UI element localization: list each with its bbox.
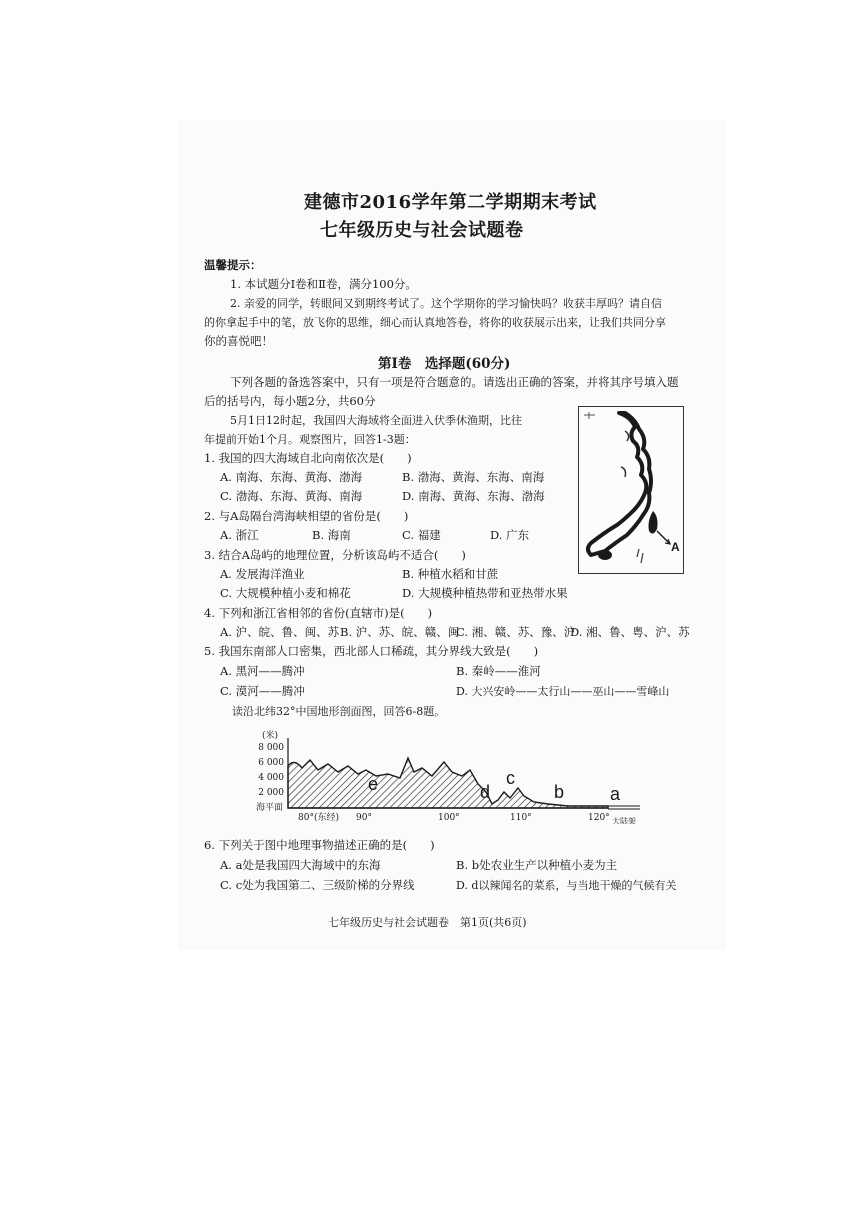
profile-y-tick: 2 000 [258,788,284,798]
context-1-line2: 年提前开始1个月。观察图片，回答1-3题： [204,433,416,446]
china-coast-map [578,406,684,574]
profile-label-c: c [506,768,515,788]
profile-label-e: e [368,774,379,794]
profile-y-tick: 6 000 [258,758,284,768]
question-1-option-d: D. 南海、黄海、东海、渤海 [402,489,545,503]
question-3-option-b: B. 种植水稻和甘蔗 [402,567,499,581]
tips-item-1: 1. 本试题分Ⅰ卷和Ⅱ卷，满分100分。 [230,277,417,291]
question-2-option-d: D. 广东 [490,528,530,542]
question-4-option-d: D. 湘、鲁、粤、沪、苏 [570,625,690,639]
profile-unit: (米) [262,731,279,741]
context-2: 读沿北纬32°中国地形剖面图，回答6-8题。 [232,705,446,718]
profile-label-a: a [610,784,621,804]
question-6-option-c: C. c处为我国第二、三级阶梯的分界线 [220,878,415,892]
context-1-line1: 5月1日12时起，我国四大海域将全面进入伏季休渔期，比往 [230,414,522,427]
taiwan-island [649,511,658,534]
profile-label-d: d [480,782,491,802]
question-6-option-a: A. a处是我国四大海域中的东海 [220,858,381,872]
question-3-stem: 3. 结合A岛屿的地理位置，分析该岛屿不适合( ) [204,548,466,562]
tips-heading: 温馨提示： [204,258,262,272]
question-1-option-a: A. 南海、东海、黄海、渤海 [220,470,363,484]
profile-x-tick: 80°(东经) [298,813,339,823]
question-5-option-b: B. 秦岭——淮河 [456,664,541,678]
question-2-option-b: B. 海南 [312,528,351,542]
question-2-option-c: C. 福建 [402,528,441,542]
section-intro-line2: 后的括号内，每小题2分，共60分 [204,394,376,408]
profile-label-b: b [554,782,565,802]
profile-x-tick: 100° [438,813,460,823]
continental-shelf [608,806,640,809]
profile-x-tick: 120° [588,813,610,823]
section-title: 第Ⅰ卷 选择题(60分) [378,356,511,372]
page-footer: 七年级历史与社会试题卷 第1页(共6页) [328,916,527,929]
tips-item-2-line3: 你的喜悦吧！ [204,334,273,348]
question-5-stem: 5. 我国东南部人口密集，西北部人口稀疏，其分界线大致是( ) [204,644,539,658]
question-1-stem: 1. 我国的四大海域自北向南依次是( ) [204,451,412,465]
question-3-option-c: C. 大规模种植小麦和棉花 [220,586,351,600]
question-2-stem: 2. 与A岛隔台湾海峡相望的省份是( ) [204,509,409,523]
question-5-option-a: A. 黑河——腾冲 [220,664,305,678]
terrain-profile [248,730,648,828]
tips-item-2-line2: 的你拿起手中的笔，放飞你的思维，细心而认真地答卷，将你的收获展示出来，让我们共同分享 [204,316,666,329]
tips-item-2-line1: 2. 亲爱的同学，转眼间又到期终考试了。这个学期你的学习愉快吗？收获丰厚吗？请自信 [230,297,662,310]
question-4-option-b: B. 沪、苏、皖、赣、闽 [340,625,460,639]
question-3-option-a: A. 发展海洋渔业 [220,567,305,581]
question-6-option-d: D. d以辣闻名的菜系，与当地干燥的气候有关 [456,879,677,892]
exam-subtitle: 七年级历史与社会试题卷 [320,220,524,241]
profile-x-tick: 90° [356,813,372,823]
question-6-option-b: B. b处农业生产以种植小麦为主 [456,858,618,872]
profile-y-tick: 4 000 [258,773,284,783]
profile-x-tick: 110° [510,813,532,823]
question-6-stem: 6. 下列关于图中地理事物描述正确的是( ) [204,838,435,852]
china-coast-map-drawing [579,407,683,573]
profile-sea-level: 海平面 [256,803,284,813]
question-3-option-d: D. 大规模种植热带和亚热带水果 [402,586,568,600]
question-5-option-c: C. 漠河——腾冲 [220,684,305,698]
exam-title: 建德市2016学年第二学期期末考试 [304,192,597,213]
profile-shelf-label: 大陆架 [612,817,636,824]
question-4-option-a: A. 沪、皖、鲁、闽、苏 [220,625,340,639]
profile-y-tick: 8 000 [258,743,284,753]
hainan-island [598,550,612,560]
terrain-profile-drawing [248,730,648,824]
question-1-option-b: B. 渤海、黄海、东海、南海 [402,470,545,484]
question-2-option-a: A. 浙江 [220,528,259,542]
map-label-a: A [671,540,680,554]
question-1-option-c: C. 渤海、东海、黄海、南海 [220,489,363,503]
question-4-stem: 4. 下列和浙江省相邻的省份(直辖市)是( ) [204,606,433,620]
section-intro-line1: 下列各题的备选答案中，只有一项是符合题意的。请选出正确的答案，并将其序号填入题 [230,375,679,389]
question-4-option-c: C. 湘、赣、苏、豫、沪 [456,625,576,639]
question-5-option-d: D. 大兴安岭——太行山——巫山——雪峰山 [456,685,670,698]
